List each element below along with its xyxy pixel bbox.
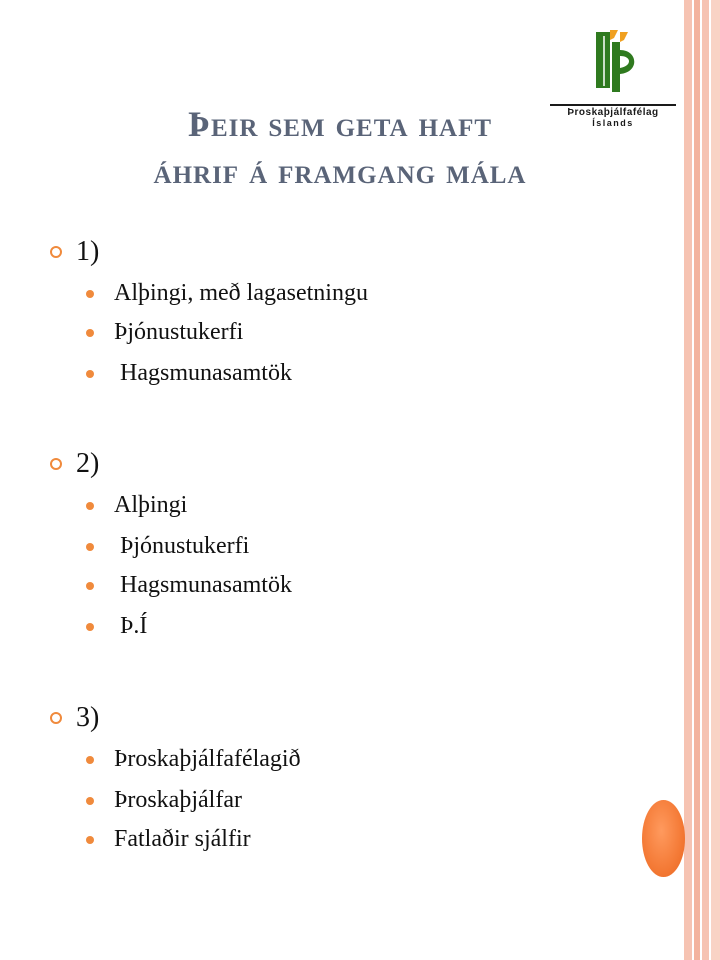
list-item bbox=[86, 360, 292, 387]
dot-bullet-icon bbox=[86, 623, 94, 631]
ring-bullet-icon bbox=[50, 246, 62, 258]
list-item bbox=[86, 787, 242, 814]
list-item-text: Alþingi bbox=[114, 492, 188, 518]
list-item bbox=[86, 533, 249, 560]
list-item bbox=[86, 492, 187, 519]
list-item-text: Þ.Í bbox=[114, 613, 148, 639]
decorative-stripe bbox=[711, 0, 720, 960]
list-item-text: Hagsmunasamtök bbox=[114, 572, 292, 598]
list-item-text: Þjónustukerfi bbox=[114, 319, 244, 345]
section-heading-text: 2) bbox=[76, 448, 100, 479]
list-item-text: Þjónustukerfi bbox=[114, 533, 250, 559]
dot-bullet-icon bbox=[86, 582, 94, 590]
list-item-text: Hagsmunasamtök bbox=[114, 360, 292, 386]
list-item bbox=[86, 746, 301, 773]
slide-title-line-1: Þeir sem geta haft bbox=[187, 104, 493, 144]
ring-bullet-icon bbox=[50, 458, 62, 470]
dot-bullet-icon bbox=[86, 543, 94, 551]
dot-bullet-icon bbox=[86, 290, 94, 298]
ring-bullet-icon bbox=[50, 712, 62, 724]
decorative-stripe bbox=[702, 0, 709, 960]
dot-bullet-icon bbox=[86, 756, 94, 764]
list-item-text: Fatlaðir sjálfir bbox=[114, 826, 251, 852]
dot-bullet-icon bbox=[86, 797, 94, 805]
logo-country: Íslands bbox=[592, 118, 634, 128]
slide-title-line-2: áhrif á framgang mála bbox=[153, 151, 527, 191]
dot-bullet-icon bbox=[86, 329, 94, 337]
dot-bullet-icon bbox=[86, 502, 94, 510]
list-item bbox=[86, 319, 243, 346]
list-item bbox=[86, 280, 368, 307]
section-heading bbox=[50, 448, 99, 480]
list-item-text: Alþingi, með lagasetningu bbox=[114, 280, 368, 306]
list-item bbox=[86, 613, 147, 640]
logo-mark-icon bbox=[548, 28, 678, 106]
decorative-orange-oval bbox=[642, 800, 685, 877]
dot-bullet-icon bbox=[86, 836, 94, 844]
list-item-text: Þroskaþjálfafélagið bbox=[114, 746, 301, 772]
section-heading-text: 1) bbox=[76, 236, 100, 267]
decorative-stripe bbox=[684, 0, 692, 960]
list-item-text: Þroskaþjálfar bbox=[114, 787, 242, 813]
logo-name: Þroskaþjálfafélag bbox=[567, 107, 659, 118]
section-heading bbox=[50, 702, 99, 734]
section-heading-text: 3) bbox=[76, 702, 100, 733]
section-heading bbox=[50, 236, 99, 268]
dot-bullet-icon bbox=[86, 370, 94, 378]
list-item bbox=[86, 826, 251, 853]
list-item bbox=[86, 572, 292, 599]
